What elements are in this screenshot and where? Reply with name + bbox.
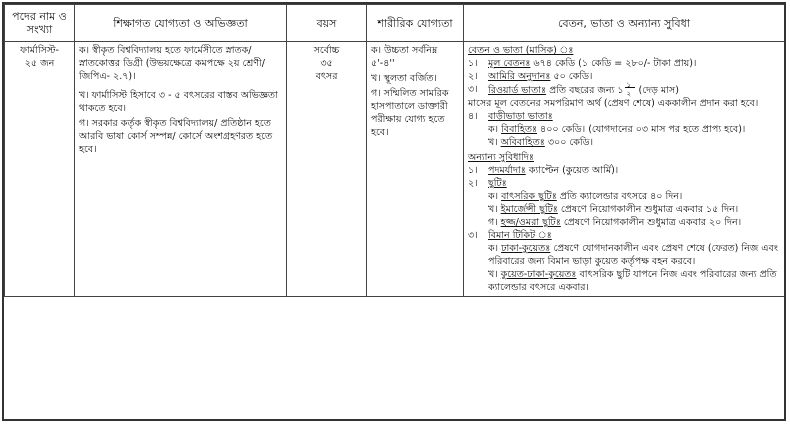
item-number: ৩। [468, 230, 478, 241]
sub-item-prefix: গ। [488, 217, 501, 228]
sub-item-text: প্রেষণে নিয়োগকালীন শুধুমাত্র একবার ২০ দিন। [560, 217, 742, 228]
header-salary: বেতন, ভাতা ও অন্যান্য সুবিধা [464, 5, 785, 42]
qualification-item: খ। ফার্মাসিস্ট হিসাবে ৩ - ৫ বৎসরের বাস্তব অভিজ্ঞতা থাকতে হবে। [79, 90, 278, 114]
sub-item-label: বাৎসরিক ছুটিঃ [501, 191, 557, 202]
sub-item-label: ইমার্জেন্সী ছুটিঃ [500, 204, 558, 215]
item-text: প্রতি বছরের জন্য ১ [546, 85, 624, 96]
post-name: ফার্মাসিস্ট- [20, 45, 59, 56]
item-number: ২। [468, 71, 478, 82]
header-qualification: শিক্ষাগত যোগ্যতা ও অভিজ্ঞতা [75, 5, 287, 42]
job-circular-frame [2, 2, 786, 421]
header-age: বয়স [287, 5, 367, 42]
item-label: ছুটিঃ [488, 178, 507, 189]
salary-item [468, 83, 780, 97]
item-number: ১। [468, 165, 478, 176]
sub-item [468, 216, 780, 229]
item-text: ৫০ কেডি। [550, 71, 593, 82]
item-number: ২। [468, 178, 478, 189]
age-unit: বৎসর [315, 71, 338, 82]
sub-item-label: কুয়েত-ঢাকা-কুয়েতঃ [500, 269, 577, 280]
item-label: বিমান টিকিট ঃ [488, 230, 552, 241]
fraction-half [624, 81, 636, 98]
fraction-numerator: ১ [626, 81, 632, 89]
sub-item-text: প্রতি ক্যালেন্ডার বৎসরে ৪০ দিন। [556, 191, 683, 202]
physical-item: গ। সম্মিলিত সামরিক হাসপাতালে ডাক্তারী পরীক্ষায় যোগ্য হতে হবে। [371, 88, 449, 138]
sub-item [468, 242, 780, 268]
sub-item-text: প্রেষণে যোগদানকালীন এবং প্রেষণ শেষে (ফেরত) নিজ এবং পরিবারের জন্য বিমান ভাড়া কুয়েত কর্তৃপক্ষ বহন করবে। [488, 243, 778, 267]
sub-item [468, 136, 780, 149]
benefit-item [468, 164, 780, 177]
item-number: ৪। [468, 111, 478, 122]
sub-item-prefix: ক। [488, 191, 502, 202]
benefit-item [468, 177, 780, 190]
item-label: পদমর্যাদাঃ [488, 165, 526, 176]
sub-item-label: অবিবাহিতঃ [500, 137, 545, 148]
physical-item: ক। উচ্চতা সর্বনিম্ন ৫'-৪'' [371, 45, 438, 69]
job-circular-table [4, 4, 785, 297]
sub-item-text: প্রেষণে নিয়োগকালীন শুধুমাত্র একবার ১৫ দিন। [557, 204, 739, 215]
item-label: মূল বেতনঃ [488, 58, 531, 69]
item-label: বাড়ীভাড়া ভাতাঃ [488, 111, 553, 122]
item-text: ৬৭৪ কেডি (১ কেডি = ২৮০/- টাকা প্রায়)। [530, 58, 697, 69]
salary-item [468, 57, 780, 70]
table-row [5, 42, 785, 297]
salary-section-title: বেতন ও ভাতা (মাসিক) ঃ [468, 45, 574, 56]
sub-item [468, 203, 780, 216]
salary-cell [464, 42, 785, 297]
post-cell [5, 42, 75, 297]
sub-item-text: ৩০০ কেডি। [544, 137, 594, 148]
header-post: পদের নাম ও সংখ্যা [5, 5, 75, 42]
qualification-cell [75, 42, 287, 297]
item-number: ৩। [468, 84, 478, 95]
sub-item-text: বাৎসরিক ছুটি যাপনে নিজ এবং পরিবারের জন্য প্রতি ক্যালেন্ডার বৎসরে একবার। [488, 269, 777, 293]
sub-item-prefix: খ। [488, 204, 501, 215]
salary-item [468, 70, 780, 83]
header-physical: শারীরিক যোগ্যতা [367, 5, 464, 42]
sub-item [468, 268, 780, 294]
sub-item-label: হজ্জ/ওমরা ছুটিঃ [500, 217, 561, 228]
header-row [5, 5, 785, 42]
qualification-item: গ। সরকার কর্তৃক স্বীকৃত বিশ্ববিদ্যালয়/ প্রতিষ্ঠান হতে আরবি ভাষা কোর্স সম্পন্ন/ কোর্সে অংশগ্রহণরত হতে হবে। [79, 118, 273, 155]
salary-section-title: অন্যান্য সুবিধাদিঃ [468, 152, 534, 163]
item-text: ক্যাপ্টেন (কুয়েত আর্মি)। [525, 165, 619, 176]
sub-item [468, 123, 780, 136]
post-count: ২৫ জন [24, 58, 55, 69]
sub-item-prefix: খ। [488, 269, 501, 280]
qualification-item: ক। স্বীকৃত বিশ্ববিদ্যালয় হতে ফার্মেসীতে স্নাতক/স্নাতকোত্তর ডিগ্রী (উভয়ক্ষেত্রে কমপক্ষে ২য় শ্রেণী/জিপিএ- ২.৭)। [79, 45, 265, 82]
item-text-continued: মাসের মূল বেতনের সমপরিমাণ অর্থ (প্রেষণ শেষে) এককালীন প্রদান করা হবে। [468, 98, 759, 109]
item-text: (দেড় মাস) [635, 85, 679, 96]
salary-item [468, 110, 780, 123]
item-label: রিওয়ার্ড ভাতাঃ [488, 85, 547, 96]
sub-item-text: ৪০০ কেডি। (যোগদানের ০৩ মাস পর হতে প্রাপ্য হবে)। [537, 124, 746, 135]
physical-cell [367, 42, 464, 297]
item-number: ১। [468, 58, 478, 69]
age-value: ৩৫ [320, 58, 333, 69]
sub-item-prefix: খ। [488, 137, 501, 148]
sub-item-label: বিবাহিতঃ [501, 124, 538, 135]
sub-item-prefix: ক। [488, 124, 502, 135]
sub-item-prefix: ক। [488, 243, 502, 254]
physical-item: খ। স্থূলতা বর্জিত। [371, 73, 437, 84]
sub-item [468, 190, 780, 203]
sub-item-label: ঢাকা-কুয়েতঃ [501, 243, 551, 254]
fraction-denominator: ২ [626, 90, 632, 98]
benefit-item [468, 229, 780, 242]
age-cell [287, 42, 367, 297]
age-label: সর্বোচ্চ [313, 45, 340, 56]
item-label: আমিরি অনুদানঃ [488, 71, 551, 82]
